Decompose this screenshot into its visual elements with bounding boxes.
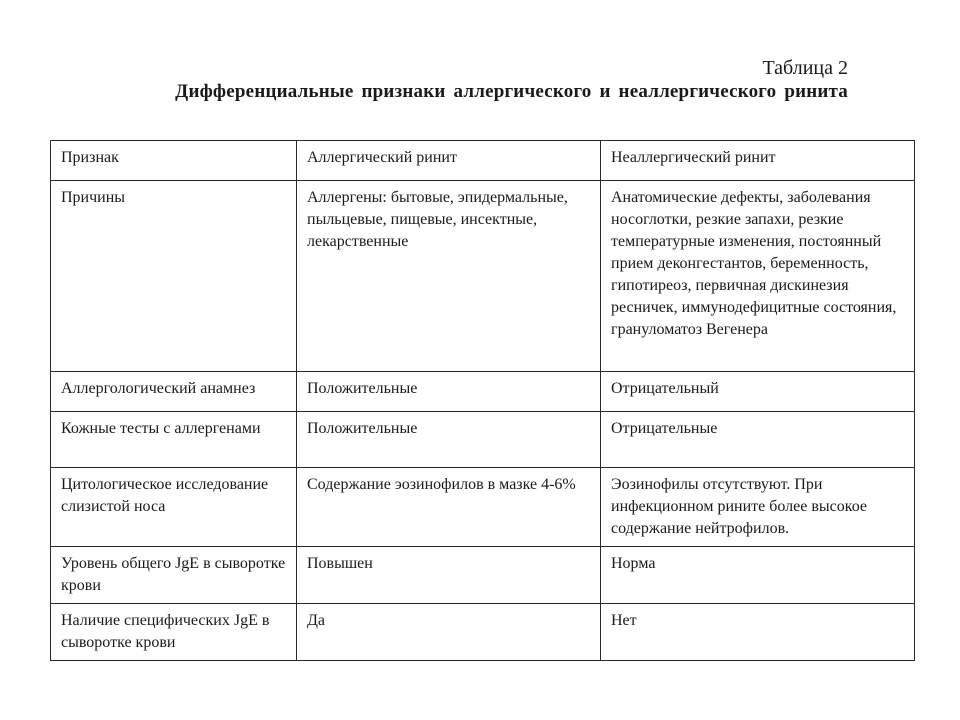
table-row	[51, 412, 915, 468]
nonallergic-cell: Отрицательный	[601, 372, 915, 412]
feature-cell: Уровень общего JgE в сыворотке крови	[51, 547, 297, 604]
nonallergic-cell: Норма	[601, 547, 915, 604]
comparison-table	[50, 140, 915, 661]
header-cell-feature: Признак	[51, 141, 297, 181]
table-row	[51, 547, 915, 604]
allergic-cell: Положительные	[297, 372, 601, 412]
allergic-cell: Повышен	[297, 547, 601, 604]
header-row	[51, 141, 915, 181]
table-row	[51, 604, 915, 661]
feature-cell: Аллергологический анамнез	[51, 372, 297, 412]
nonallergic-cell: Анатомические дефекты, заболевания носоглотки, резкие запахи, резкие температурные изменения, постоянный прием деконгестантов, беременность, гипотиреоз, первичная дискинезия ресничек, иммунодефицитные состояния, грануломатоз Вегенера	[601, 181, 915, 372]
nonallergic-cell: Отрицательные	[601, 412, 915, 468]
feature-cell: Причины	[51, 181, 297, 372]
feature-cell: Наличие специфических JgE в сыворотке крови	[51, 604, 297, 661]
feature-cell: Цитологическое исследование слизистой носа	[51, 468, 297, 547]
table-row	[51, 372, 915, 412]
allergic-cell: Аллергены: бытовые, эпидермальные, пыльцевые, пищевые, инсектные, лекарственные	[297, 181, 601, 372]
table-number-label: Таблица 2	[762, 57, 848, 79]
nonallergic-cell: Эозинофилы отсутствуют. При инфекционном рините более высокое содержание нейтрофилов.	[601, 468, 915, 547]
feature-cell: Кожные тесты с аллергенами	[51, 412, 297, 468]
table-row	[51, 181, 915, 372]
table-caption: Дифференциальные признаки аллергического и неаллергического ринита	[175, 81, 848, 102]
allergic-cell: Положительные	[297, 412, 601, 468]
header-cell-nonallergic: Неаллергический ринит	[601, 141, 915, 181]
nonallergic-cell: Нет	[601, 604, 915, 661]
allergic-cell: Да	[297, 604, 601, 661]
allergic-cell: Содержание эозинофилов в мазке 4-6%	[297, 468, 601, 547]
header-cell-allergic: Аллергический ринит	[297, 141, 601, 181]
table-row	[51, 468, 915, 547]
